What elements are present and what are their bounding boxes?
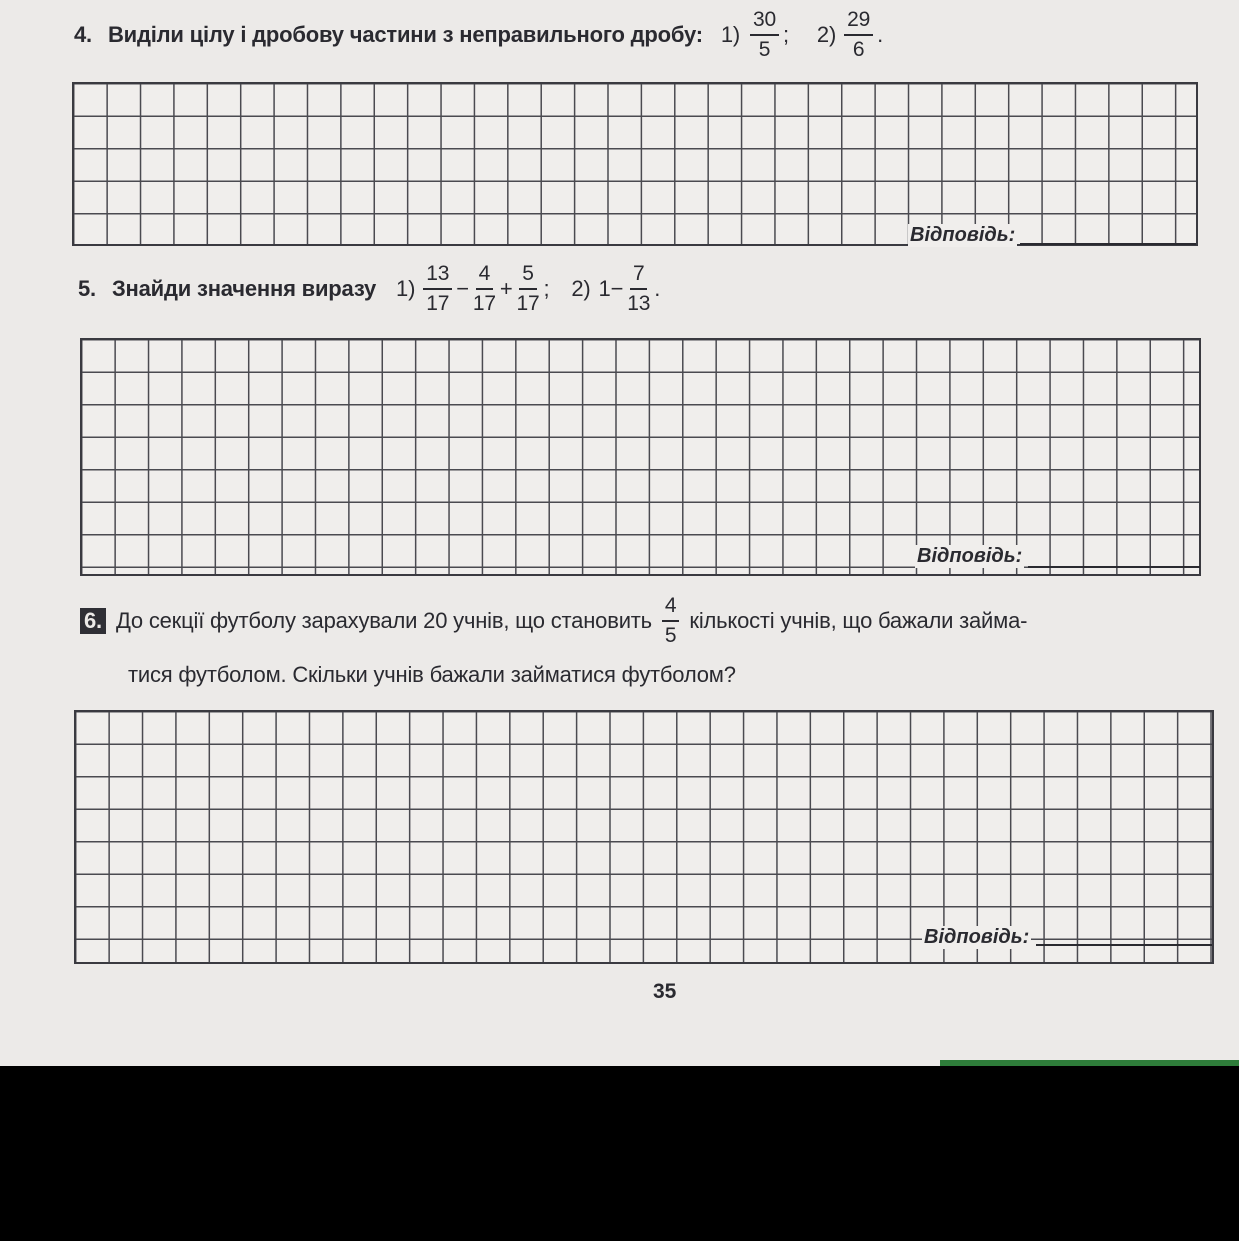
task-5-statement: 5. Знайди значення виразу 1) $\frac{13}{17}$ − $\frac{4}{17}$ + $\frac{5}{17}$ ; 2) 1− $\frac{7}{13}$ .	[78, 262, 661, 316]
fraction: $\frac{30}{5}$	[750, 8, 779, 62]
answer-grid-task-6[interactable]	[74, 710, 1214, 964]
item-label: 2)	[816, 22, 837, 48]
answer-label: Відповідь:	[910, 224, 1016, 246]
answer-label: Відповідь:	[924, 926, 1030, 948]
task-number: 5.	[78, 276, 96, 302]
cover-edge	[940, 1060, 1239, 1066]
task-text: тися футболом. Скільки учнів бажали займатися футболом?	[128, 662, 736, 687]
task-text: кількості учнів, що бажали займа-	[689, 608, 1028, 634]
item-label: 2)	[571, 276, 591, 302]
task-6-statement	[80, 594, 1027, 648]
operator: −	[456, 276, 469, 302]
task-text: Виділи цілу і дробову частини з неправильного дробу:	[107, 22, 703, 48]
task-text: Знайди значення виразу	[111, 276, 377, 302]
fraction: $\frac{13}{17}$	[423, 262, 452, 316]
answer-line	[1020, 243, 1196, 245]
task-6-statement-line-2	[128, 662, 736, 688]
item-label: 1)	[396, 276, 416, 302]
fraction: $\frac{5}{17}$	[516, 262, 540, 316]
fraction: $\frac{4}{17}$	[472, 262, 496, 316]
fraction: $\frac{7}{13}$	[627, 262, 651, 316]
answer-label: Відповідь:	[917, 545, 1023, 567]
task-text: До секції футболу зарахували 20 учнів, що становить	[115, 608, 652, 634]
answer-line	[1036, 944, 1212, 946]
item-label: 1)	[720, 22, 741, 48]
page-number: 35	[653, 980, 677, 1003]
answer-line	[1028, 566, 1200, 568]
fraction: $\frac{4}{5}$	[662, 594, 679, 648]
task-4-statement: 4. Виділи цілу і дробову частини з неправильного дробу: 1) $\frac{30}{5}$ ; 2) $\frac{29}{6}$ .	[74, 8, 883, 62]
operator: +	[499, 276, 513, 302]
task-number: 4.	[74, 22, 92, 48]
answer-grid-task-5[interactable]	[80, 338, 1201, 576]
task-number: 6.	[80, 608, 106, 634]
fraction: $\frac{29}{6}$	[844, 8, 873, 62]
answer-grid-task-4[interactable]	[72, 82, 1198, 246]
